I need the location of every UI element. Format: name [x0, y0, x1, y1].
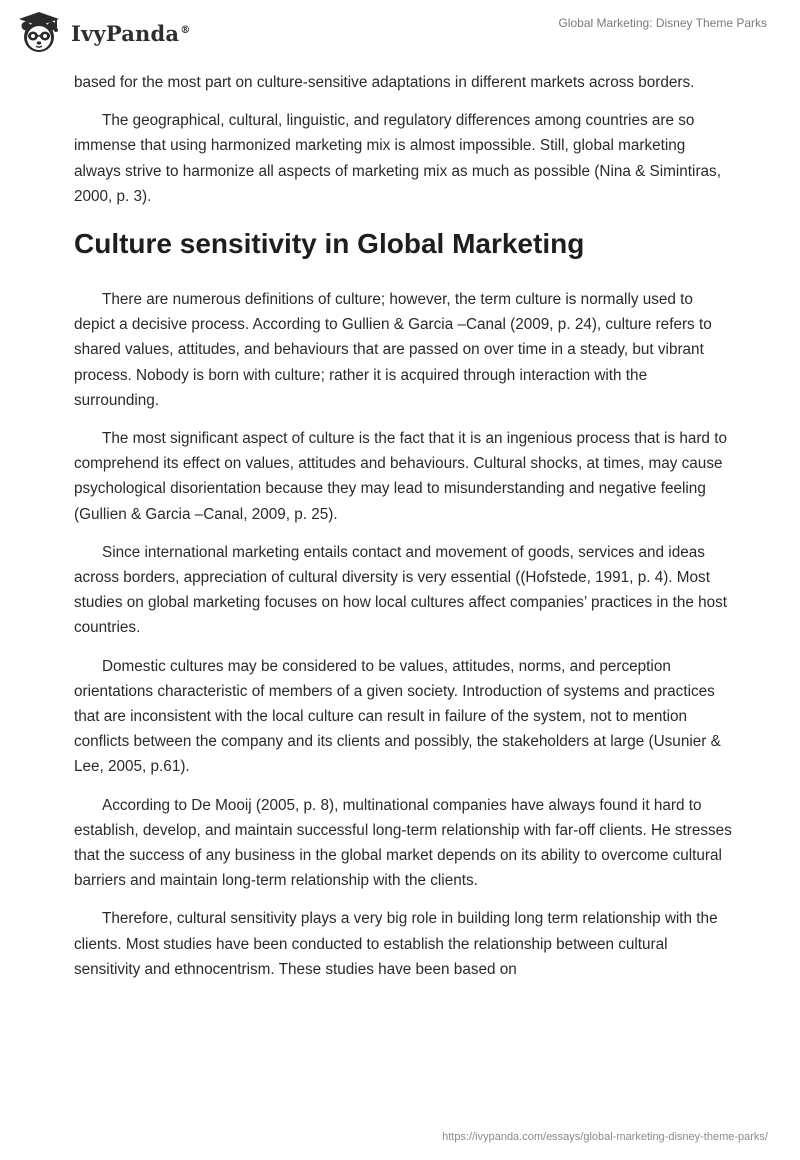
document-title: Global Marketing: Disney Theme Parks [558, 16, 767, 30]
paragraph: Domestic cultures may be considered to be values, attitudes, norms, and perception orientations characteristic of members of a given society. Introduction of systems and practices that are inconsistent with the local culture can result in failure of the system, not to mention conflicts between the company and its clients and possibly, the stakeholders at large (Usunier & Lee, 2005, p.61). [74, 657, 721, 776]
paragraph: There are numerous definitions of culture; however, the term culture is normally used to depict a decisive process. According to Gullien & Garcia –Canal (2009, p. 24), culture refers to shared values, attitudes, and behaviours that are passed on over time in a steady, but vibrant process. Nobody is born with culture; rather it is acquired through interaction with the surrounding. [74, 291, 712, 409]
paragraph: Since international marketing entails contact and movement of goods, services and ideas across borders, appreciation of cultural diversity is very essential ((Hofstede, 1991, p. 4). Most studies on global marketing focuses on how local cultures affect companies’ practices in the host countries. [74, 543, 728, 637]
logo[interactable] [15, 8, 190, 56]
paragraph: The most significant aspect of culture is the fact that it is an ingenious process that is hard to comprehend its effect on values, attitudes and behaviours. Cultural shocks, at times, may cause psychological disorientation because they may lead to misunderstanding and negative feeling (Gullien & Garcia –Canal, 2009, p. 25). [74, 430, 727, 523]
article-body [74, 70, 734, 995]
source-url[interactable]: https://ivypanda.com/essays/global-marketing-disney-theme-parks/ [442, 1131, 768, 1143]
panda-logo-icon [15, 8, 63, 56]
brand-name: IvyPanda® [71, 20, 191, 46]
paragraph: based for the most part on culture-sensitive adaptations in different markets across borders. [74, 74, 695, 91]
paragraph: Therefore, cultural sensitivity plays a very big role in building long term relationship with the clients. Most studies have been conducted to establish the relationship between cultural sensitivity and ethnocentrism. These studies have been based on [74, 910, 718, 978]
section-heading: Culture sensitivity in Global Marketing [74, 228, 585, 260]
page-header [0, 0, 800, 62]
paragraph: According to De Mooij (2005, p. 8), multinational companies have always found it hard to establish, develop, and maintain successful long-term relationship with far-off clients. He stresses that the success of any business in the global market depends on its ability to overcome cultural barriers and maintain long-term relationship with the clients. [74, 796, 732, 890]
paragraph: The geographical, cultural, linguistic, and regulatory differences among countries are so immense that using harmonized marketing mix is almost impossible. Still, global marketing always strive to harmonize all aspects of marketing mix as much as possible (Nina & Simintiras, 2000, p. 3). [74, 112, 721, 205]
